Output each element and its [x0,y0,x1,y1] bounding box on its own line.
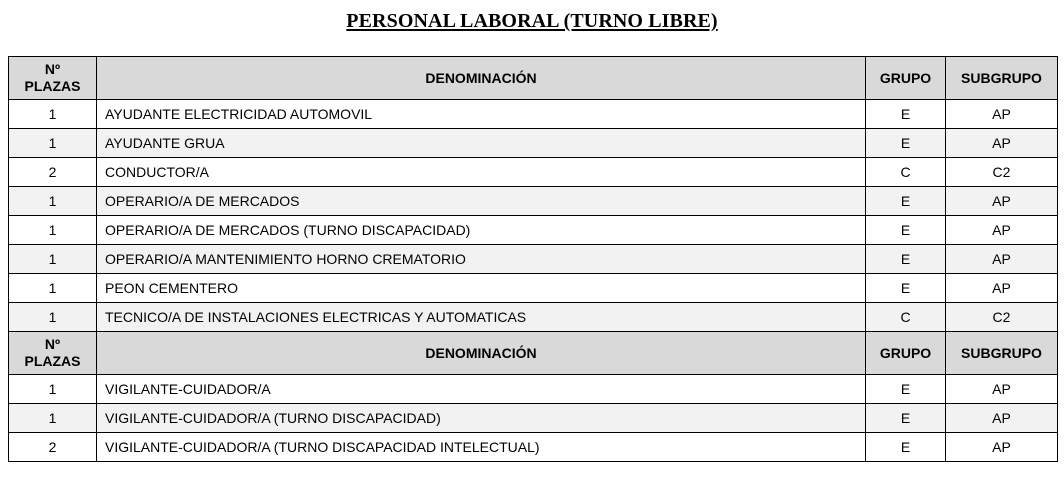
table-row [9,404,1058,433]
table-row [9,216,1058,245]
cell-denominacion: CONDUCTOR/A [97,158,866,187]
header-plazas-line2: PLAZAS [24,353,81,369]
cell-denominacion: VIGILANTE-CUIDADOR/A (TURNO DISCAPACIDAD INTELECTUAL) [97,433,866,462]
cell-plazas: 1 [9,245,97,274]
table-row [9,187,1058,216]
cell-subgrupo: C2 [946,303,1058,332]
header-grupo: GRUPO [866,332,946,375]
header-plazas-line1: Nº [44,61,61,77]
cell-grupo: E [866,433,946,462]
cell-subgrupo: AP [946,433,1058,462]
cell-plazas: 1 [9,216,97,245]
header-plazas-line2: PLAZAS [24,78,81,94]
cell-grupo: E [866,245,946,274]
header-grupo: GRUPO [866,57,946,100]
cell-subgrupo: C2 [946,158,1058,187]
cell-subgrupo: AP [946,216,1058,245]
cell-denominacion: PEON CEMENTERO [97,274,866,303]
header-row [9,57,1058,100]
cell-plazas: 1 [9,100,97,129]
cell-subgrupo: AP [946,100,1058,129]
cell-subgrupo: AP [946,404,1058,433]
cell-grupo: E [866,187,946,216]
cell-subgrupo: AP [946,375,1058,404]
table-row [9,303,1058,332]
cell-denominacion: TECNICO/A DE INSTALACIONES ELECTRICAS Y AUTOMATICAS [97,303,866,332]
cell-plazas: 1 [9,187,97,216]
cell-denominacion: AYUDANTE ELECTRICIDAD AUTOMOVIL [97,100,866,129]
cell-grupo: E [866,274,946,303]
cell-plazas: 1 [9,404,97,433]
cell-subgrupo: AP [946,245,1058,274]
cell-denominacion: OPERARIO/A DE MERCADOS (TURNO DISCAPACIDAD) [97,216,866,245]
cell-denominacion: VIGILANTE-CUIDADOR/A (TURNO DISCAPACIDAD) [97,404,866,433]
section-1 [9,57,1058,332]
table-row [9,375,1058,404]
cell-grupo: E [866,404,946,433]
header-plazas [9,332,97,375]
cell-denominacion: OPERARIO/A DE MERCADOS [97,187,866,216]
cell-denominacion: AYUDANTE GRUA [97,129,866,158]
table-row [9,433,1058,462]
table-row [9,129,1058,158]
cell-denominacion: VIGILANTE-CUIDADOR/A [97,375,866,404]
cell-plazas: 2 [9,433,97,462]
section-2 [9,332,1058,462]
header-denominacion: DENOMINACIÓN [97,57,866,100]
cell-grupo: E [866,216,946,245]
table-row [9,274,1058,303]
cell-subgrupo: AP [946,274,1058,303]
cell-plazas: 1 [9,375,97,404]
plazas-table [8,56,1058,462]
cell-subgrupo: AP [946,187,1058,216]
header-plazas-line1: Nº [44,336,61,352]
table-row [9,245,1058,274]
cell-plazas: 1 [9,303,97,332]
cell-grupo: C [866,303,946,332]
document-title: PERSONAL LABORAL (TURNO LIBRE) [346,10,718,32]
header-plazas [9,57,97,100]
cell-grupo: E [866,375,946,404]
header-subgrupo: SUBGRUPO [946,332,1058,375]
cell-denominacion: OPERARIO/A MANTENIMIENTO HORNO CREMATORIO [97,245,866,274]
cell-grupo: E [866,129,946,158]
cell-subgrupo: AP [946,129,1058,158]
cell-plazas: 2 [9,158,97,187]
header-subgrupo: SUBGRUPO [946,57,1058,100]
table-row [9,158,1058,187]
cell-grupo: E [866,100,946,129]
cell-plazas: 1 [9,129,97,158]
header-denominacion: DENOMINACIÓN [97,332,866,375]
cell-plazas: 1 [9,274,97,303]
table-row [9,100,1058,129]
header-row [9,332,1058,375]
cell-grupo: C [866,158,946,187]
